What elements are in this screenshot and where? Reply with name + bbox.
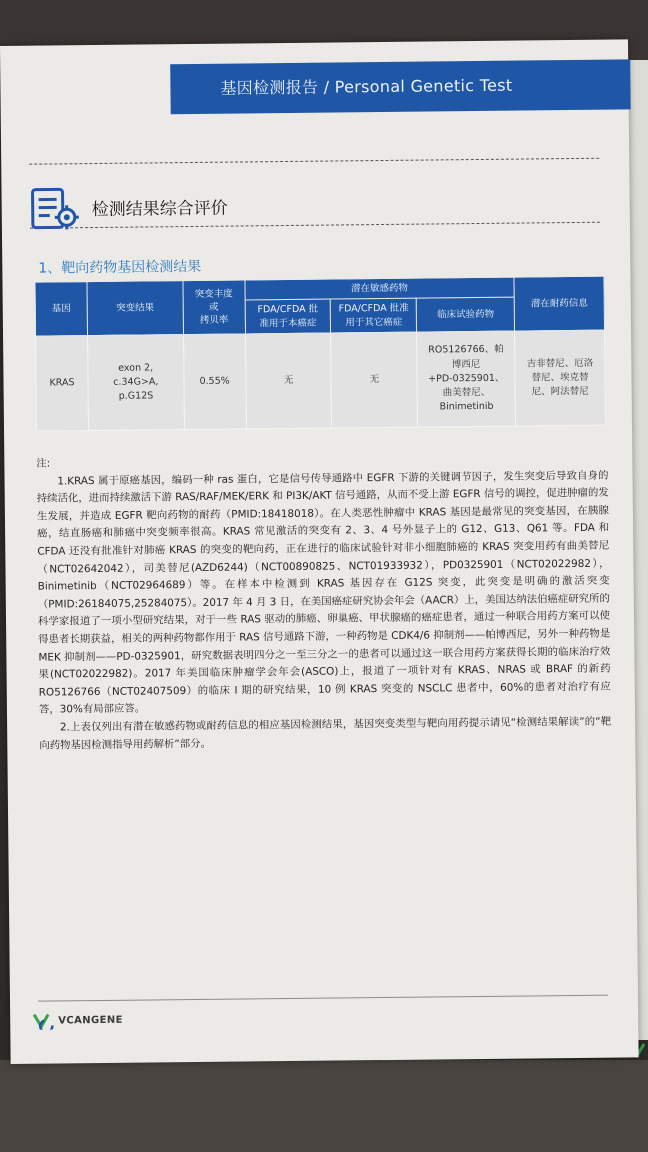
notes-label: 注:: [36, 457, 51, 470]
header-band: [170, 59, 630, 114]
divider: [29, 158, 599, 165]
footer-logo: [32, 1011, 123, 1030]
cell-abundance: 0.55%: [183, 334, 246, 430]
cell-resistance: 吉非替尼、厄洛 替尼、埃克替 尼、阿法替尼: [515, 330, 606, 426]
header-fda-this-cancer: FDA/CFDA 批 准用于本癌症: [245, 299, 331, 333]
header-fda-other-cancer: FDA/CFDA 批准 用于其它癌症: [331, 298, 417, 332]
cell-trial-drugs: RO5126766、帕 博西尼 +PD-0325901、 曲美替尼、 Binimetinib: [417, 331, 516, 427]
header-gene: 基因: [35, 282, 87, 336]
note-paragraph-2: 2.上表仅列出有潜在敏感药物或耐药信息的相应基因检测结果，基因突变类型与靶向用药提示请见“检测结果解读”的“靶向药物基因检测指导用药解析”部分。: [39, 715, 612, 752]
cell-fda-this: 无: [245, 333, 332, 429]
vcangene-logo-icon: [32, 1011, 54, 1029]
result-table: [34, 276, 606, 432]
header-abundance: 突变丰度 或 拷贝率: [183, 280, 245, 335]
cell-mutation: exon 2, c.34G>A, p.G12S: [87, 334, 184, 430]
table-surface: [0, 1060, 648, 1152]
subheading: 1、靶向药物基因检测结果: [38, 258, 202, 277]
section-divider: [30, 222, 600, 229]
header-resistance: 潜在耐药信息: [514, 276, 604, 331]
notes: [36, 450, 611, 755]
header-sensitive-drugs: 潜在敏感药物: [245, 277, 515, 300]
header-mutation: 突变结果: [87, 281, 183, 336]
header-trial-drugs: 临床试验药物: [416, 297, 514, 332]
section-title: 检测结果综合评价: [91, 198, 228, 221]
cell-fda-other: 无: [331, 332, 418, 428]
note-paragraph-1: 1.KRAS 属于原癌基因，编码一种 ras 蛋白，它是信号传导通路中 EGFR 下游的关键调节因子，发生突变后导致自身的持续活化，进而持续激活下游 RAS/RAF/MEK/ERK 和 PI3K/AKT 信号通路，从而不受上游 EGFR 信号的调控，促进肿瘤的发生发展，并造成 EGFR 靶向药物的耐药（PMID:18418018）。在人类恶性肿瘤中 KRAS 基因是最常见的突变基因，在胰腺癌，结直肠癌和肺癌中突变频率很高。KRAS 常见激活的突变有 2、3、4 号外显子上的 G12、G13、Q61 等。FDA 和 CFDA 还没有批准针对肺癌 KRAS 的突变的靶向药，正在进行的临床试验针对非小细胞肺癌的 KRAS 突变用药有曲美替尼（NCT02642042），司美替尼(AZD6244)（NCT00890825、NCT01933932），PD0325901（NCT02022982），Binimetinib（NCT02964689）等。在样本中检测到 KRAS 基因存在 G12S 突变，此突变是明确的激活突变（PMID:26184075,25284075）。2017 年 4 月 3 日，在美国癌症研究协会年会（AACR）上，美国达纳法伯癌症研究所的科学家报道了一项小型研究结果，对于一些 RAS 驱动的肺癌、卵巢癌、甲状腺癌的癌症患者，通过一种联合用药方案可以使得患者长期获益，相关的两种药物都作用于 RAS 信号通路下游，一种药物是 CDK4/6 抑制剂——帕博西尼，另外一种药物是 MEK 抑制剂——PD-0325901，研究数据表明四分之一至三分之一的患者可以通过这一联合用药方案获得长期的临床治疗效果(NCT02022982)。2017 年美国临床肿瘤学会年会(ASCO)上，报道了一项针对有 KRAS、NRAS 或 BRAF 的新药 RO5126766（NCT02407509）的临床 I 期的研究结果，10 例 KRAS 突变的 NSCLC 患者中，60%的患者对治疗有应答，30%有局部应答。: [36, 469, 611, 716]
cell-gene: KRAS: [36, 335, 89, 431]
footer-rule: [38, 995, 608, 1012]
logo-text: VCANGENE: [58, 1014, 123, 1026]
report-gear-icon: [29, 187, 79, 232]
table-row: [36, 330, 606, 431]
report-page: [0, 39, 639, 1064]
header-title: 基因检测报告 / Personal Genetic Test: [220, 75, 513, 98]
